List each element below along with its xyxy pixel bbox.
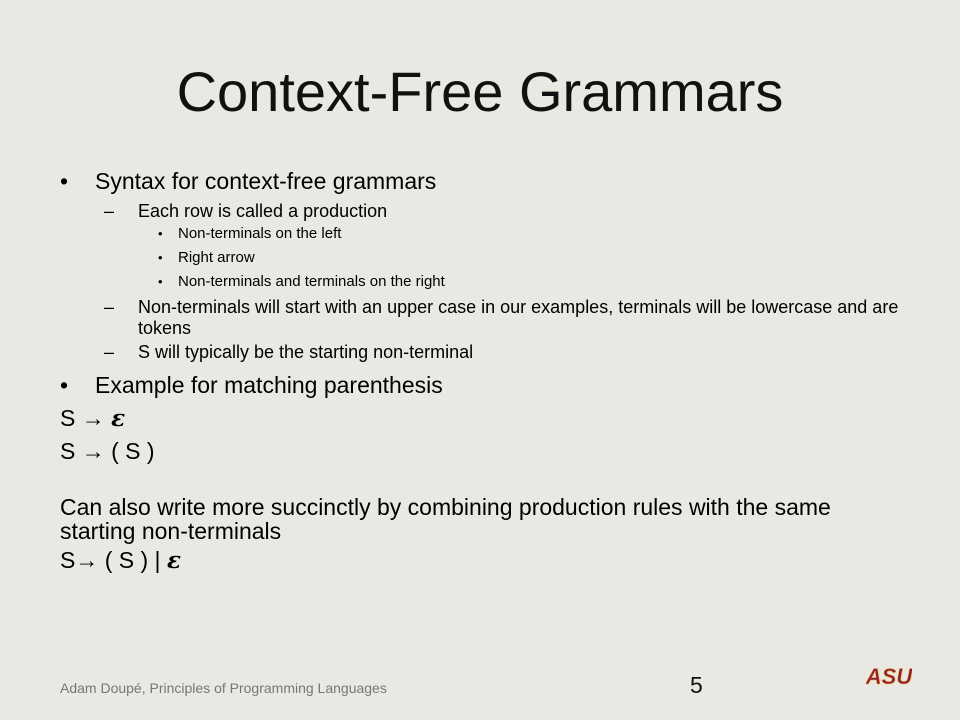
subsubitem-arrow — [60, 249, 910, 267]
bullet-syntax — [60, 168, 910, 195]
page-number: 5 — [690, 672, 703, 698]
bullet-icon: • — [60, 372, 69, 398]
bullet-icon: • — [60, 168, 69, 194]
grammar-rule-1 — [60, 405, 910, 432]
combined-explanation: Can also write more succinctly by combining production rules with the same starting non-terminals — [60, 494, 831, 544]
rule-text: S → — [60, 405, 112, 431]
epsilon-symbol: ε — [166, 547, 181, 574]
dash-icon: – — [104, 297, 115, 317]
subitem-case — [60, 297, 910, 339]
logo-text: ASU — [866, 664, 912, 688]
subsubitem-text: Right arrow — [178, 249, 255, 266]
bullet-icon: • — [158, 226, 163, 241]
asu-logo-icon — [866, 664, 912, 688]
slide-content — [60, 168, 910, 574]
bullet-text: Syntax for context-free grammars — [95, 168, 437, 194]
rule-text: S→ ( S ) | — [60, 547, 167, 573]
subitem-production — [60, 201, 910, 222]
bullet-example — [60, 372, 910, 399]
epsilon-symbol: ε — [111, 405, 126, 432]
bullet-icon: • — [158, 250, 163, 265]
bullet-text: Example for matching parenthesis — [95, 372, 443, 398]
subsubitem-text: Non-terminals and terminals on the right — [178, 273, 445, 290]
slide-title: Context-Free Grammars — [176, 60, 784, 123]
grammar-rule-combined — [60, 547, 910, 574]
subitem-text: S will typically be the starting non-terminal — [138, 342, 474, 362]
subitem-start — [60, 342, 910, 363]
subitem-text: Non-terminals will start with an upper case in our examples, terminals will be lowercase and are tokens — [138, 297, 899, 338]
subitem-text: Each row is called a production — [138, 201, 388, 221]
dash-icon: – — [104, 201, 115, 221]
footer-author: Adam Doupé, Principles of Programming Languages — [60, 680, 387, 696]
subsubitem-text: Non-terminals on the left — [178, 225, 342, 242]
bullet-icon: • — [158, 274, 163, 289]
dash-icon: – — [104, 342, 115, 362]
grammar-rule-2: S → ( S ) — [60, 438, 155, 464]
subsubitem-right — [60, 273, 910, 291]
subsubitem-left — [60, 225, 910, 243]
